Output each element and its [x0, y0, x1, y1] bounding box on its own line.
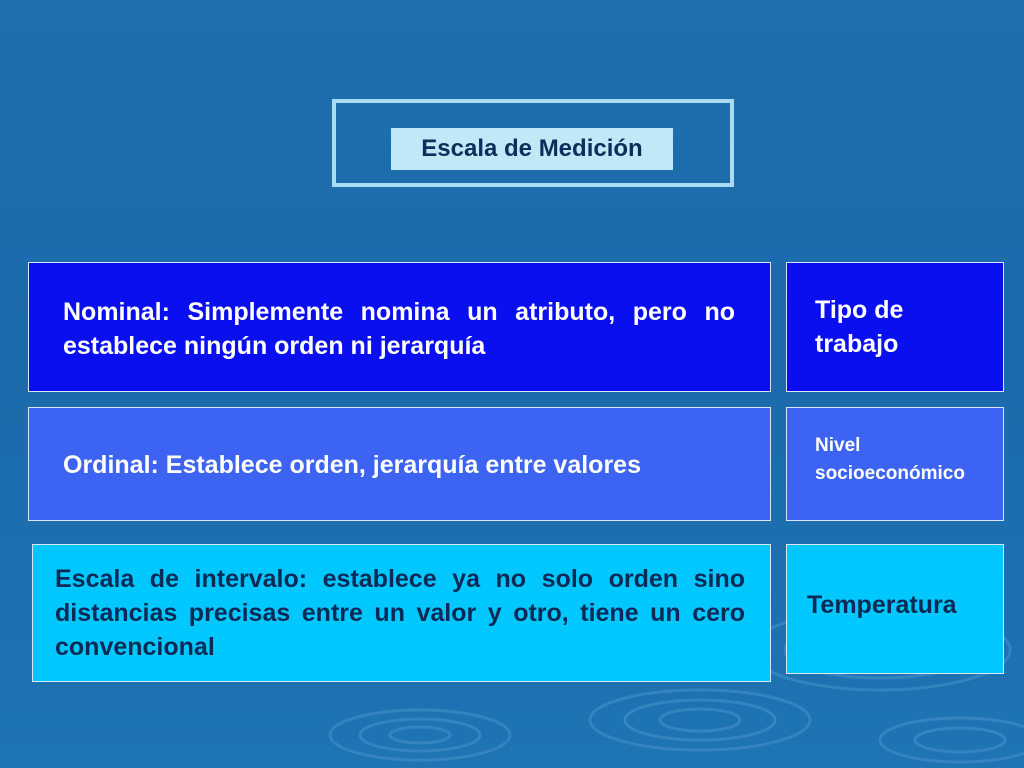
ordinal-description: Ordinal: Establece orden, jerarquía entre valores — [63, 451, 641, 479]
nominal-description: Nominal: Simplemente nomina un atributo, pero no establece ningún orden ni jerarquía — [63, 298, 735, 360]
interval-scale-box — [32, 544, 771, 682]
interval-description: Escala de intervalo: establece ya no solo orden sino distancias precisas entre un valor y otro, tiene un cero convencional — [55, 565, 745, 661]
nominal-scale-box — [28, 262, 771, 392]
ordinal-scale-box — [28, 407, 771, 521]
page-title: Escala de Medición — [391, 128, 673, 170]
nominal-example-box — [786, 262, 1004, 392]
ordinal-example-box — [786, 407, 1004, 521]
interval-example: Temperatura — [807, 591, 957, 619]
interval-example-box — [786, 544, 1004, 674]
ordinal-example: Nivel socioeconómico — [815, 435, 965, 484]
nominal-example: Tipo de trabajo — [815, 296, 904, 358]
